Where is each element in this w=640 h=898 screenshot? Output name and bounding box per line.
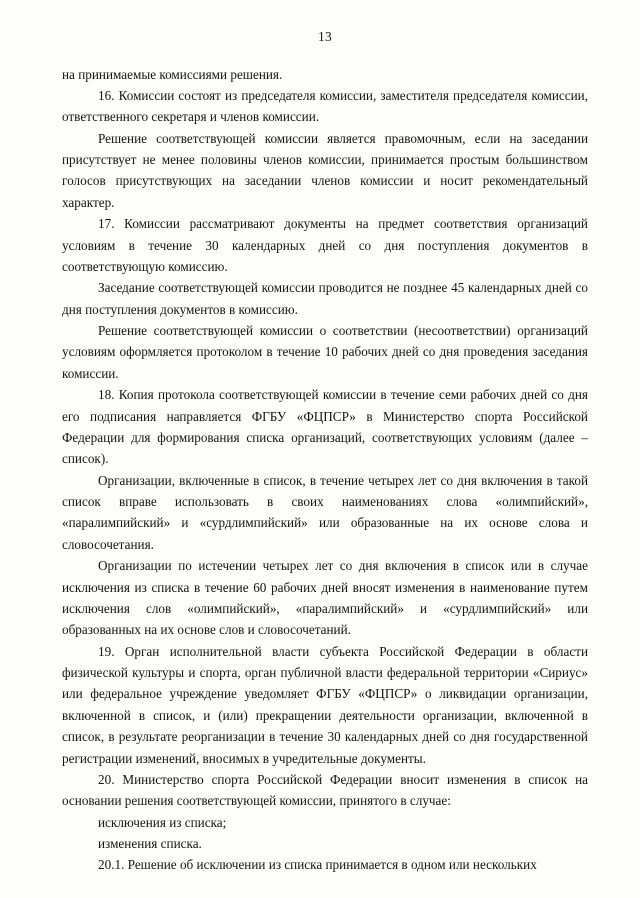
paragraph-17: 17. Комиссии рассматривают документы на предмет соответствия организаций условиям в течение 30 календарных дней со дня поступления документов в соответствующую комиссию. <box>62 216 588 274</box>
paragraph-18: 18. Копия протокола соответствующей комиссии в течение семи рабочих дней со дня его подписания направляется ФГБУ «ФЦПСР» в Министерство спорта Российской Федерации для формирования списка организаций, соответствующих условиям (далее – список). <box>62 387 588 467</box>
paragraph-20: 20. Министерство спорта Российской Федерации вносит изменения в список на основании решения соответствующей комиссии, принятого в случае: <box>62 771 588 809</box>
paragraph-20-1: 20.1. Решение об исключении из списка принимается в одном или нескольких <box>98 857 537 873</box>
page-number: 13 <box>317 29 333 44</box>
paragraph-19: 19. Орган исполнительной власти субъекта Российской Федерации в области физической культуры и спорта, орган публичной власти федеральной территории «Сириус» или федеральное учреждение уведомляет ФГБУ «ФЦПСР» о ликвидации организации, включенной в список, и (или) прекращении деятельности организации, включенной в список, в результате реорганизации в течение 30 календарных дней со дня государственной регистрации изменений, вносимых в учредительные документы. <box>62 643 588 766</box>
paragraph-meeting-term: Заседание соответствующей комиссии проводится не позднее 45 календарных дней со дня поступления документов в комиссию. <box>62 280 588 317</box>
document-body <box>62 64 588 876</box>
paragraph-20-item-change: изменения списка. <box>98 836 202 851</box>
paragraph-continuation: на принимаемые комиссиями решения. <box>62 66 283 82</box>
paragraph-16: 16. Комиссии состоят из председателя комиссии, заместителя председателя комиссии, ответственного секретаря и членов комиссии. <box>62 87 588 125</box>
paragraph-included-orgs: Организации, включенные в список, в течение четырех лет со дня включения в такой список вправе использовать в своих наименованиях слова «олимпийский», «паралимпийский» и «сурдлимпийский» или образованные на их основе слова и словосочетания. <box>62 472 588 552</box>
paragraph-20-item-exclusion: исключения из списка; <box>98 814 227 830</box>
paragraph-after-four-years: Организации по истечении четырех лет со дня включения в список или в случае исключения из списка в течение 60 рабочих дней вносят изменения в наименование путем исключения слов «олимпийский», «паралимпийский» и «сурдлимпийский» или образованных на их основе слов и словосочетаний. <box>62 558 588 638</box>
paragraph-quorum: Решение соответствующей комиссии является правомочным, если на заседании присутствует не менее половины членов комиссии, принимается простым большинством голосов присутствующих на заседании членов комиссии и носит рекомендательный характер. <box>62 130 588 210</box>
paragraph-protocol: Решение соответствующей комиссии о соответствии (несоответствии) организаций условиям оформляется протоколом в течение 10 рабочих дней со дня проведения заседания комиссии. <box>62 323 588 381</box>
